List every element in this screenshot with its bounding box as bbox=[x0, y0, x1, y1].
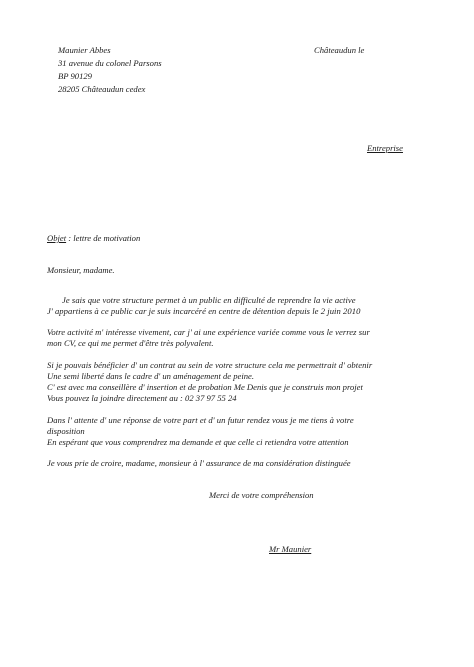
body-line: Votre activité m' intéresse vivement, car j' ai une expérience variée comme vous le verrez sur bbox=[47, 327, 370, 337]
body-line: Vous pouvez la joindre directement au : 02 37 97 55 24 bbox=[47, 393, 237, 403]
subject-separator: : bbox=[66, 233, 72, 243]
sender-city: 28205 Châteaudun cedex bbox=[58, 84, 146, 94]
thanks-line: Merci de votre compréhension bbox=[209, 490, 314, 500]
body-line: Je vous prie de croire, madame, monsieur à l' assurance de ma considération distinguée bbox=[47, 458, 351, 468]
subject-label: Objet bbox=[47, 233, 67, 243]
body-line: J' appartiens à ce public car je suis incarcéré en centre de détention depuis le 2 juin 2010 bbox=[47, 306, 361, 316]
sender-street: 31 avenue du colonel Parsons bbox=[58, 58, 162, 68]
body-line: Dans l' attente d' une réponse de votre part et d' un futur rendez vous je me tiens à votre bbox=[47, 415, 354, 425]
body-line: Si je pouvais bénéficier d' un contrat au sein de votre structure cela me permettrait d' obtenir bbox=[47, 360, 373, 370]
body-line: disposition bbox=[47, 426, 85, 436]
salutation: Monsieur, madame. bbox=[47, 265, 115, 275]
sender-name: Maunier Abbes bbox=[58, 45, 111, 55]
recipient: Entreprise bbox=[367, 143, 403, 153]
body-line: Je sais que votre structure permet à un public en difficulté de reprendre la vie active bbox=[62, 295, 356, 305]
body-line: C' est avec ma conseillère d' insertion et de probation Me Denis que je construis mon projet bbox=[47, 382, 363, 392]
sender-po-box: BP 90129 bbox=[58, 71, 92, 81]
body-line: En espérant que vous comprendrez ma demande et que celle ci retiendra votre attention bbox=[47, 437, 349, 447]
place-date: Châteaudun le bbox=[314, 45, 365, 55]
subject-text: lettre de motivation bbox=[71, 233, 141, 243]
body-line: Une semi liberté dans le cadre d' un aménagement de peine. bbox=[47, 371, 254, 381]
body-line: mon CV, ce qui me permet d'être très polyvalent. bbox=[47, 338, 214, 348]
signature: Mr Maunier bbox=[269, 544, 312, 554]
subject-line bbox=[47, 233, 140, 243]
